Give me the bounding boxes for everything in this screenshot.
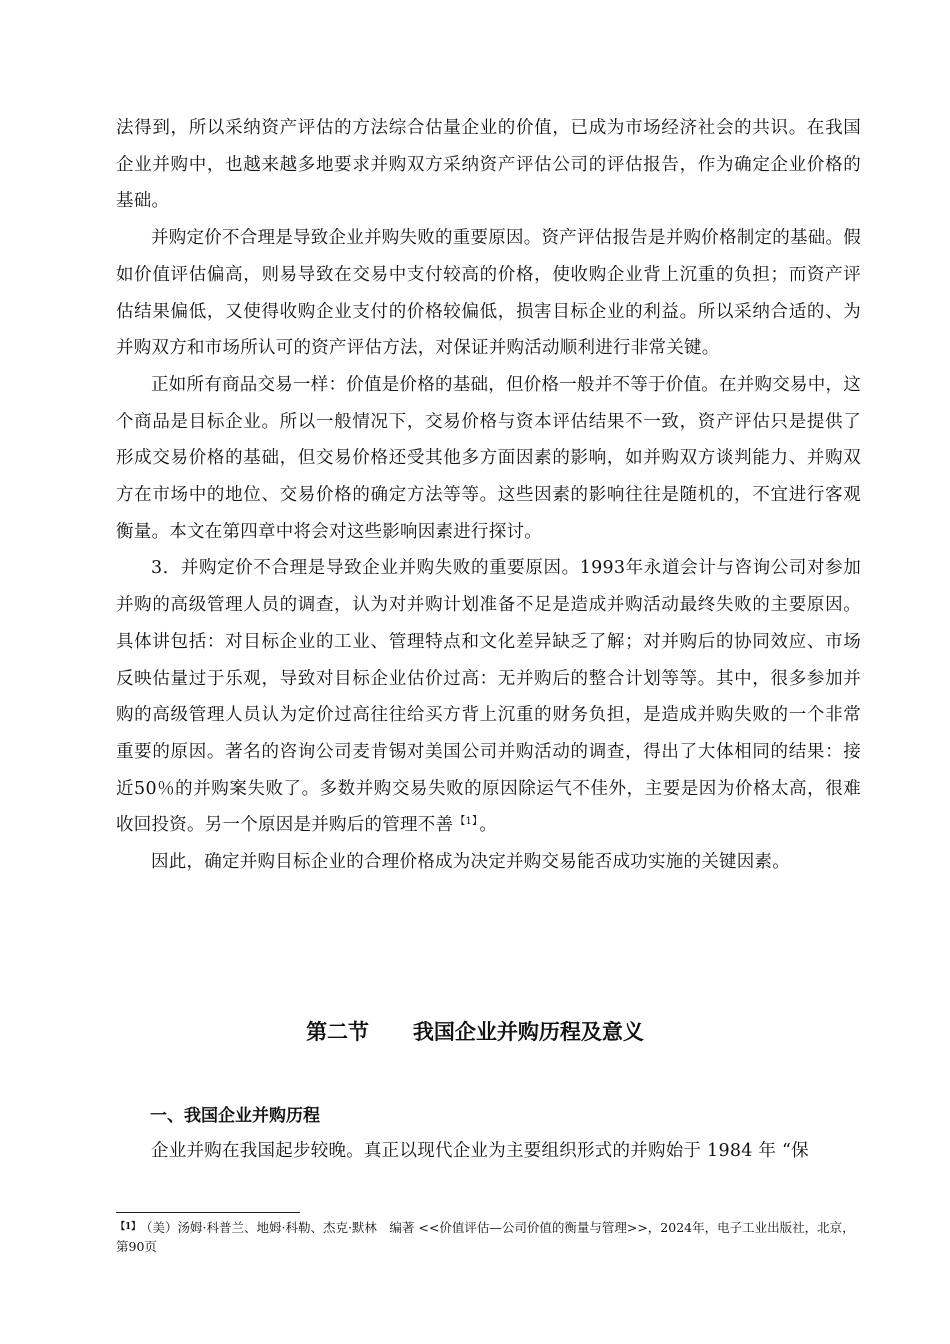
subsection-title: 一、我国企业并购历程 <box>150 1106 320 1126</box>
footnote-mark: 【1】 <box>116 1222 141 1232</box>
paragraph-4 <box>116 550 861 844</box>
footnote-text: （美）汤姆·科普兰、地姆·科勒、杰克·默林 编著 <<价值评估—公司价值的衡量与管理>>，2024年，电子工业出版社，北京，第90页 <box>116 1220 855 1254</box>
paragraph-2: 并购定价不合理是导致企业并购失败的重要原因。资产评估报告是并购价格制定的基础。假如价值评估偏高，则易导致在交易中支付较高的价格，使收购企业背上沉重的负担；而资产评估结果偏低，又使得收购企业支付的价格较偏低，损害目标企业的利益。所以采纳合适的、为并购双方和市场所认可的资产评估方法，对保证并购活动顺利进行非常关键。 <box>116 228 861 359</box>
paragraph-1: 法得到，所以采纳资产评估的方法综合估量企业的价值，已成为市场经济社会的共识。在我国企业并购中，也越来越多地要求并购双方采纳资产评估公司的评估报告，作为确定企业价格的基础。 <box>116 118 861 212</box>
paragraph-4-tail: 。 <box>479 815 498 836</box>
paragraph-5: 因此，确定并购目标企业的合理价格成为决定并购交易能否成功实施的关键因素。 <box>151 852 790 873</box>
body-text <box>116 110 861 881</box>
footnote-reference[interactable]: 【1】 <box>455 816 478 828</box>
footnote <box>116 1218 861 1256</box>
section-title: 第二节 我国企业并购历程及意义 <box>306 1020 644 1044</box>
paragraph-6: 企业并购在我国起步较晚。真正以现代企业为主要组织形式的并购始于 1984 年 “保 <box>151 1141 809 1161</box>
footnote-divider <box>116 1212 300 1213</box>
paragraph-4-text: 3．并购定价不合理是导致企业并购失败的重要原因。1993年永道会计与咨询公司对参加并购的高级管理人员的调查，认为对并购计划准备不足是造成并购活动最终失败的主要原因。具体讲包括：对目标企业的工业、管理特点和文化差异缺乏了解；对并购后的协同效应、市场反映估量过于乐观，导致对目标企业估价过高：无并购后的整合计划等等。其中，很多参加并购的高级管理人员认为定价过高往往给买方背上沉重的财务负担，是造成并购失败的一个非常重要的原因。著名的咨询公司麦肯锡对美国公司并购活动的调查，得出了大体相同的结果：接近50％的并购案失败了。多数并购交易失败的原因除运气不佳外，主要是因为价格太高，很难收回投资。另一个原因是并购后的管理不善 <box>116 558 861 836</box>
paragraph-3: 正如所有商品交易一样：价值是价格的基础，但价格一般并不等于价值。在并购交易中，这个商品是目标企业。所以一般情况下，交易价格与资本评估结果不一致，资产评估只是提供了形成交易价格的基础，但交易价格还受其他多方面因素的影响，如并购双方谈判能力、并购双方在市场中的地位、交易价格的确定方法等等。这些因素的影响往往是随机的，不宜进行客观衡量。本文在第四章中将会对这些影响因素进行探讨。 <box>116 374 861 542</box>
